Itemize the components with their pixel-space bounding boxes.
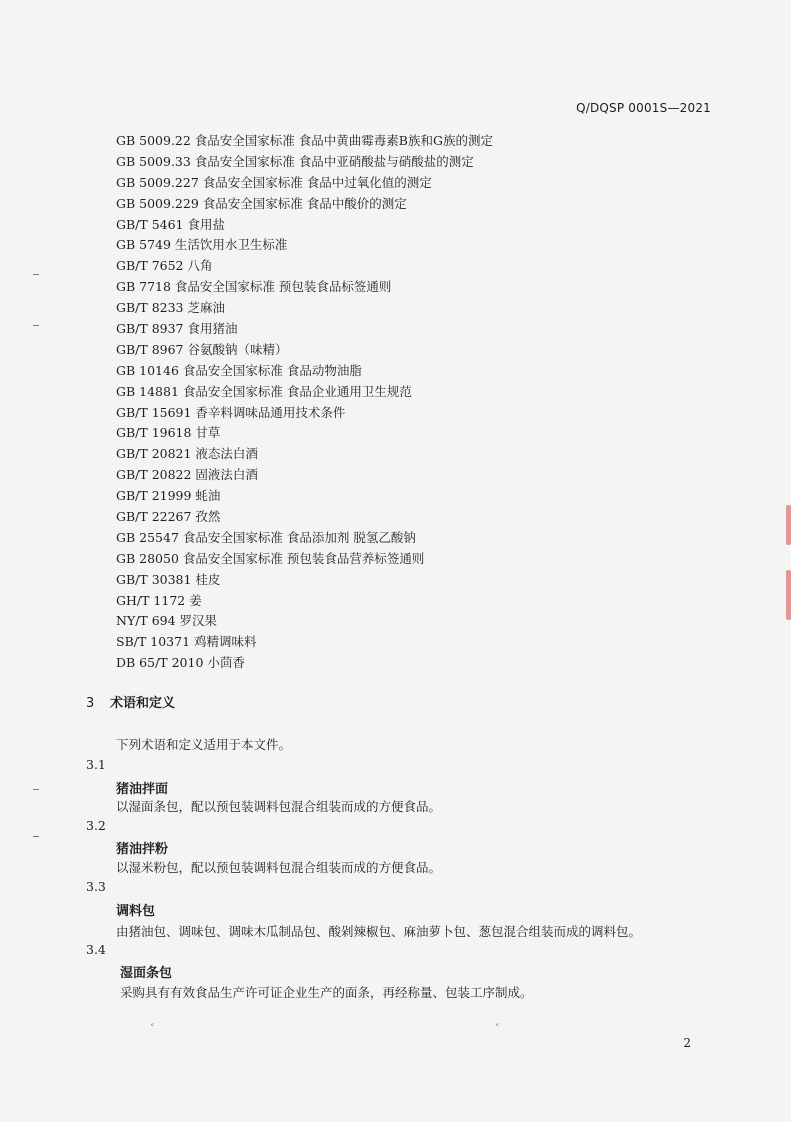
term-name: 猪油拌粉 bbox=[116, 842, 169, 857]
reference-item: GB/T 5461 食用盐 bbox=[116, 216, 225, 232]
reference-item: GB/T 19618 甘草 bbox=[116, 425, 221, 441]
reference-item: GB 14881 食品安全国家标准 食品企业通用卫生规范 bbox=[116, 383, 412, 399]
reference-item: GB 5009.227 食品安全国家标准 食品中过氧化值的测定 bbox=[116, 174, 432, 190]
reference-item: DB 65/T 2010 小茴香 bbox=[116, 655, 245, 671]
margin-mark bbox=[33, 274, 39, 275]
seal-edge-mark bbox=[786, 505, 791, 545]
term-number: 3.3 bbox=[86, 879, 106, 894]
margin-mark bbox=[33, 836, 39, 837]
term-definition: 以湿面条包，配以预包装调料包混合组装而成的方便食品。 bbox=[116, 799, 442, 814]
reference-item: GB/T 20821 液态法白酒 bbox=[116, 446, 258, 462]
seal-edge-mark bbox=[786, 570, 791, 620]
reference-item: GB 28050 食品安全国家标准 预包装食品营养标签通则 bbox=[116, 550, 425, 566]
reference-item: GB 25547 食品安全国家标准 食品添加剂 脱氢乙酸钠 bbox=[116, 529, 416, 545]
document-id: Q/DQSP 0001S—2021 bbox=[576, 101, 711, 115]
reference-item: GB/T 30381 桂皮 bbox=[116, 571, 221, 587]
term-name: 猪油拌面 bbox=[116, 782, 169, 797]
reference-item: GB/T 8233 芝麻油 bbox=[116, 300, 225, 316]
reference-item: GB/T 20822 固液法白酒 bbox=[116, 467, 258, 483]
term-definition: 采购具有有效食品生产许可证企业生产的面条，再经称量、包装工序制成。 bbox=[120, 985, 533, 1000]
reference-item: GB/T 22267 孜然 bbox=[116, 509, 221, 525]
reference-item: GB/T 7652 八角 bbox=[116, 258, 213, 274]
term-number: 3.4 bbox=[86, 942, 106, 957]
term-number: 3.1 bbox=[86, 757, 106, 772]
term-name: 湿面条包 bbox=[120, 966, 173, 981]
reference-item: GB/T 15691 香辛料调味品通用技术条件 bbox=[116, 404, 346, 420]
page-number: 2 bbox=[683, 1036, 691, 1050]
scan-speck: ˂ bbox=[150, 1024, 155, 1034]
normative-references-list bbox=[116, 131, 493, 674]
section-title: 术语和定义 bbox=[110, 696, 176, 711]
reference-item: GB/T 8967 谷氨酸钠（味精） bbox=[116, 341, 288, 357]
section-heading bbox=[86, 692, 175, 711]
term-definition: 由猪油包、调味包、调味木瓜制品包、酸剁辣椒包、麻油萝卜包、葱包混合组装而成的调料包。 bbox=[116, 924, 642, 939]
reference-item: GB 5009.22 食品安全国家标准 食品中黄曲霉毒素B族和G族的测定 bbox=[116, 133, 493, 148]
term-definition: 以湿米粉包，配以预包装调料包混合组装而成的方便食品。 bbox=[116, 860, 442, 875]
section-intro: 下列术语和定义适用于本文件。 bbox=[116, 737, 292, 752]
term-number: 3.2 bbox=[86, 818, 106, 833]
reference-item: GB 5009.229 食品安全国家标准 食品中酸价的测定 bbox=[116, 195, 407, 211]
reference-item: GB 5749 生活饮用水卫生标准 bbox=[116, 237, 288, 253]
reference-item: GB 10146 食品安全国家标准 食品动物油脂 bbox=[116, 362, 362, 378]
reference-item: GB/T 8937 食用猪油 bbox=[116, 321, 238, 337]
scan-speck: ˂ bbox=[495, 1024, 500, 1034]
reference-item: GB 5009.33 食品安全国家标准 食品中亚硝酸盐与硝酸盐的测定 bbox=[116, 153, 474, 169]
margin-mark bbox=[33, 325, 39, 326]
margin-mark bbox=[33, 789, 39, 790]
reference-item: GB 7718 食品安全国家标准 预包装食品标签通则 bbox=[116, 279, 392, 295]
section-number: 3 bbox=[86, 696, 95, 711]
reference-item: GH/T 1172 姜 bbox=[116, 592, 202, 608]
reference-item: GB/T 21999 蚝油 bbox=[116, 488, 221, 504]
reference-item: NY/T 694 罗汉果 bbox=[116, 613, 218, 629]
term-name: 调料包 bbox=[116, 904, 156, 919]
reference-item: SB/T 10371 鸡精调味料 bbox=[116, 634, 257, 650]
